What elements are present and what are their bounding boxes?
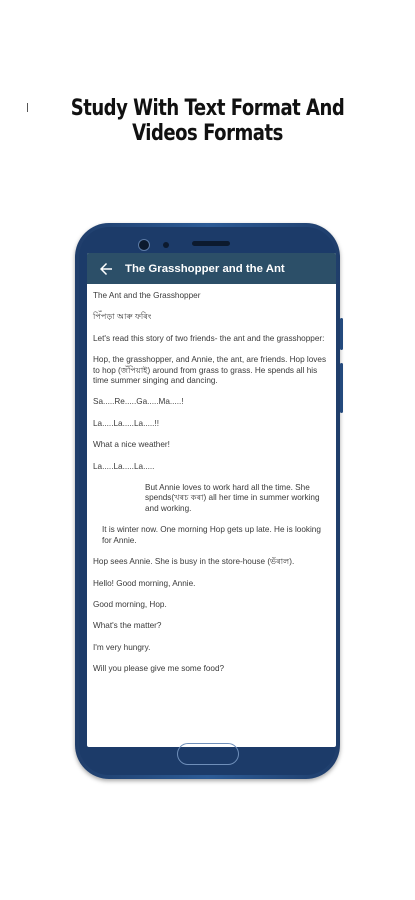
page-title: The Grasshopper and the Ant (125, 262, 285, 275)
phone-volume-button (340, 318, 343, 350)
story-heading-translation: পিঁপড়া আৰু ফৰিং (93, 312, 152, 322)
promo-headline: Study With Text Format And Videos Formats (70, 96, 345, 146)
earpiece-speaker (192, 241, 230, 246)
home-button[interactable] (177, 743, 239, 765)
sensor-icon (163, 242, 169, 248)
story-line: I'm very hungry. (93, 642, 151, 652)
story-line: What's the matter? (93, 621, 162, 631)
story-line: Hello! Good morning, Annie. (93, 578, 196, 588)
story-line: La.....La.....La.....!! (93, 418, 159, 428)
story-line: La.....La.....La..... (93, 461, 155, 471)
story-heading: The Ant and the Grasshopper (93, 291, 201, 300)
phone-bezel (79, 227, 336, 775)
story-line: Will you please give me some food? (93, 664, 225, 674)
app-screen (87, 253, 336, 747)
story-line: What a nice weather! (93, 440, 170, 450)
phone-frame (75, 223, 340, 779)
story-paragraph: It is winter now. One morning Hop gets up late. He is looking for Annie. (102, 525, 321, 545)
story-paragraph: But Annie loves to work hard all the time. She spends(খৰচ কৰা) all her time in summer working and working. (145, 483, 320, 513)
front-camera-icon (138, 239, 150, 251)
phone-power-button (340, 363, 343, 413)
story-line: Sa.....Re.....Ga.....Ma.....! (93, 397, 184, 407)
stray-mark (27, 103, 28, 112)
story-paragraph: Hop, the grasshopper, and Annie, the ant, are friends. Hop loves to hop (জঁপিয়াই) around from grass to grass. He spends all his time summer singing and dancing. (93, 355, 327, 386)
app-toolbar (87, 253, 336, 284)
story-paragraph: Let's read this story of two friends- the ant and the grasshopper: (93, 333, 325, 343)
story-line: Good morning, Hop. (93, 599, 167, 609)
story-content[interactable] (87, 284, 336, 675)
arrow-left-icon[interactable] (97, 260, 115, 278)
story-paragraph: Hop sees Annie. She is busy in the store-house (ভঁৰাল). (93, 557, 295, 567)
